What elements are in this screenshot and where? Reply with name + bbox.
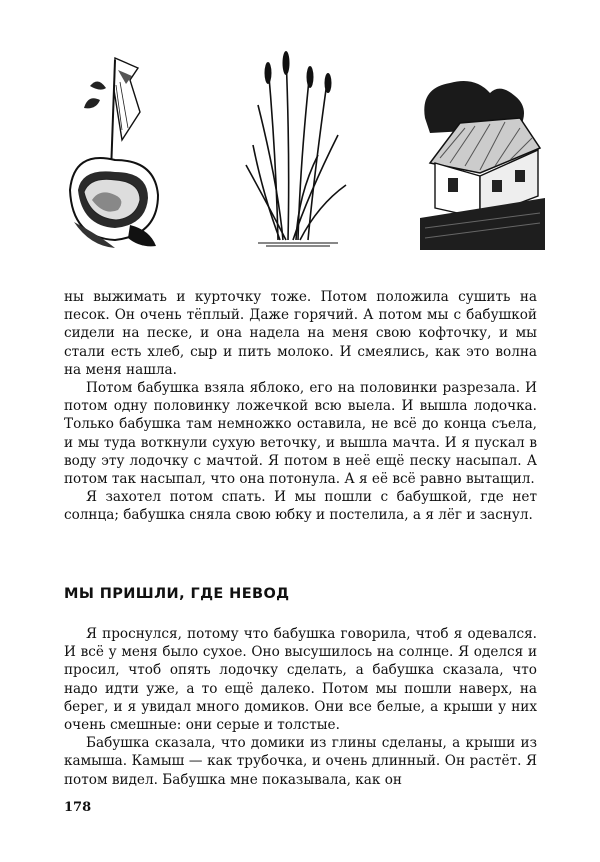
paragraph: Потом бабушка взяла яблоко, его на половинки разрезала. И потом одну половинку ложечкой всю выела. И вышла лодочка. Только бабушка там немножко оставила, не всё до конца съела, и мы туда воткнули сухую веточку, и вышла мачта. И я пускал в воду эту лодочку с мачтой. Я потом в неё ещё песку насыпал. А потом так насыпал, что она потонула. А я её всё равно вытащил.: [64, 380, 537, 488]
page-number: 178: [64, 800, 92, 815]
paragraph: Я захотел потом спать. И мы пошли с бабушкой, где нет солнца; бабушка сняла свою юбку и постелила, а я лёг и заснул.: [64, 489, 537, 524]
apple-boat-illustration: [60, 50, 165, 255]
paragraph: ны выжимать и курточку тоже. Потом положила сушить на песок. Он очень тёплый. Даже горячий. А потом мы с бабушкой сидели на песке, и она надела на меня свою кофточку, и мы стали есть хлеб, сыр и пить молоко. И смеялись, как это волна на меня нашла.: [64, 289, 537, 378]
section-1-text: [64, 288, 537, 525]
section-2-text: [64, 625, 537, 789]
cottage-illustration: [420, 78, 550, 253]
reeds-illustration: [238, 45, 353, 250]
illustrations-row: [60, 40, 550, 255]
paragraph: Бабушка сказала, что домики из глины сделаны, а крыши из камыша. Камыш — как трубочка, и очень длинный. Он растёт. Я потом видел. Бабушка мне показывала, как он: [64, 735, 537, 788]
paragraph: Я проснулся, потому что бабушка говорила, чтоб я одевался. И всё у меня было сухое. Оно высушилось на солнце. Я оделся и просил, чтоб опять лодочку сделать, а бабушка сказала, что надо идти уже, а то ещё далеко. Потом мы пошли наверх, на берег, и я увидал много домиков. Они все белые, а крыши у них очень смешные: они серые и толстые.: [64, 626, 537, 734]
chapter-heading: МЫ ПРИШЛИ, ГДЕ НЕВОД: [64, 586, 290, 602]
